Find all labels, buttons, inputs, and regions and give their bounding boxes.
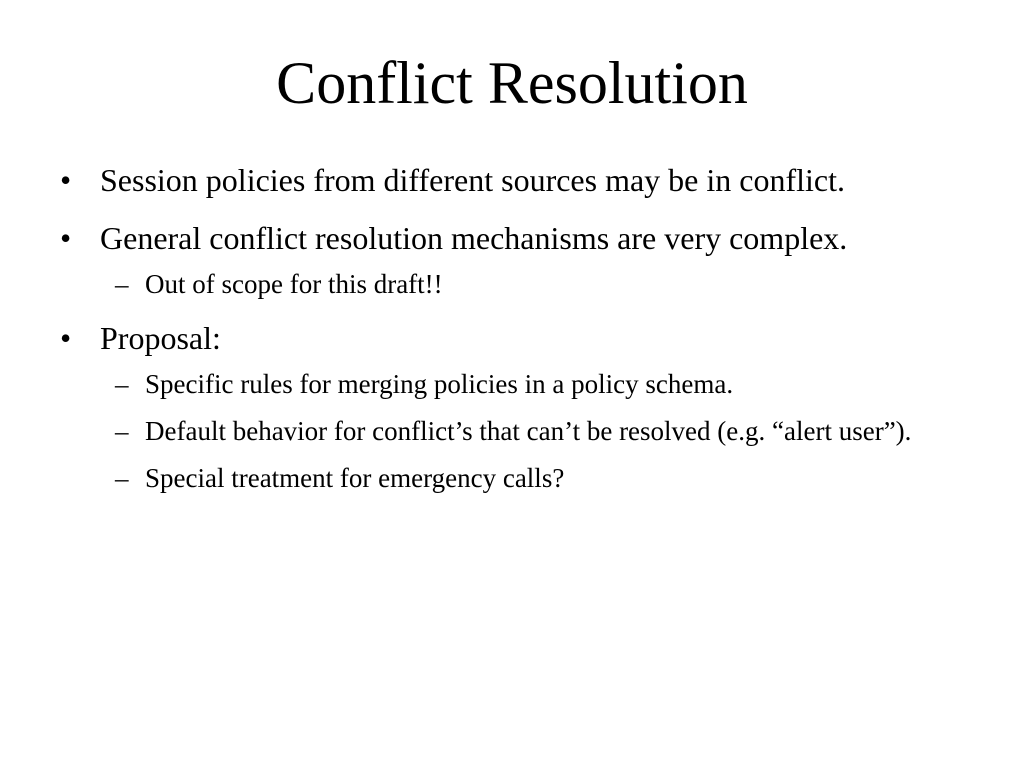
sub-bullet-text: Out of scope for this draft!! bbox=[145, 269, 443, 299]
sub-bullet-list bbox=[100, 365, 940, 497]
dash-marker: – bbox=[115, 269, 129, 299]
dash-marker: – bbox=[115, 369, 129, 399]
sub-bullet-item-merging-rules bbox=[100, 365, 940, 403]
sub-bullet-item-out-of-scope bbox=[100, 265, 940, 303]
sub-bullet-text: Default behavior for conflict’s that can’t be resolved (e.g. “alert user”). bbox=[145, 416, 912, 446]
bullet-item-sources-conflict bbox=[60, 157, 940, 203]
bullet-item-resolution-complex bbox=[60, 215, 940, 303]
slide-title: Conflict Resolution bbox=[276, 50, 748, 116]
dash-marker: – bbox=[115, 416, 129, 446]
bullet-list bbox=[60, 157, 940, 509]
sub-bullet-text: Special treatment for emergency calls? bbox=[145, 463, 565, 493]
bullet-text: General conflict resolution mechanisms are very complex. bbox=[100, 220, 848, 256]
bullet-marker: • bbox=[60, 220, 72, 256]
bullet-text: Session policies from different sources may be in conflict. bbox=[100, 162, 845, 198]
bullet-marker: • bbox=[60, 320, 72, 356]
bullet-text: Proposal: bbox=[100, 320, 221, 356]
bullet-marker: • bbox=[60, 162, 72, 198]
sub-bullet-text: Specific rules for merging policies in a policy schema. bbox=[145, 369, 734, 399]
sub-bullet-item-emergency-calls bbox=[100, 459, 940, 497]
sub-bullet-list bbox=[100, 265, 940, 303]
sub-bullet-item-default-behavior bbox=[100, 412, 940, 450]
bullet-item-proposal bbox=[60, 315, 940, 497]
dash-marker: – bbox=[115, 463, 129, 493]
